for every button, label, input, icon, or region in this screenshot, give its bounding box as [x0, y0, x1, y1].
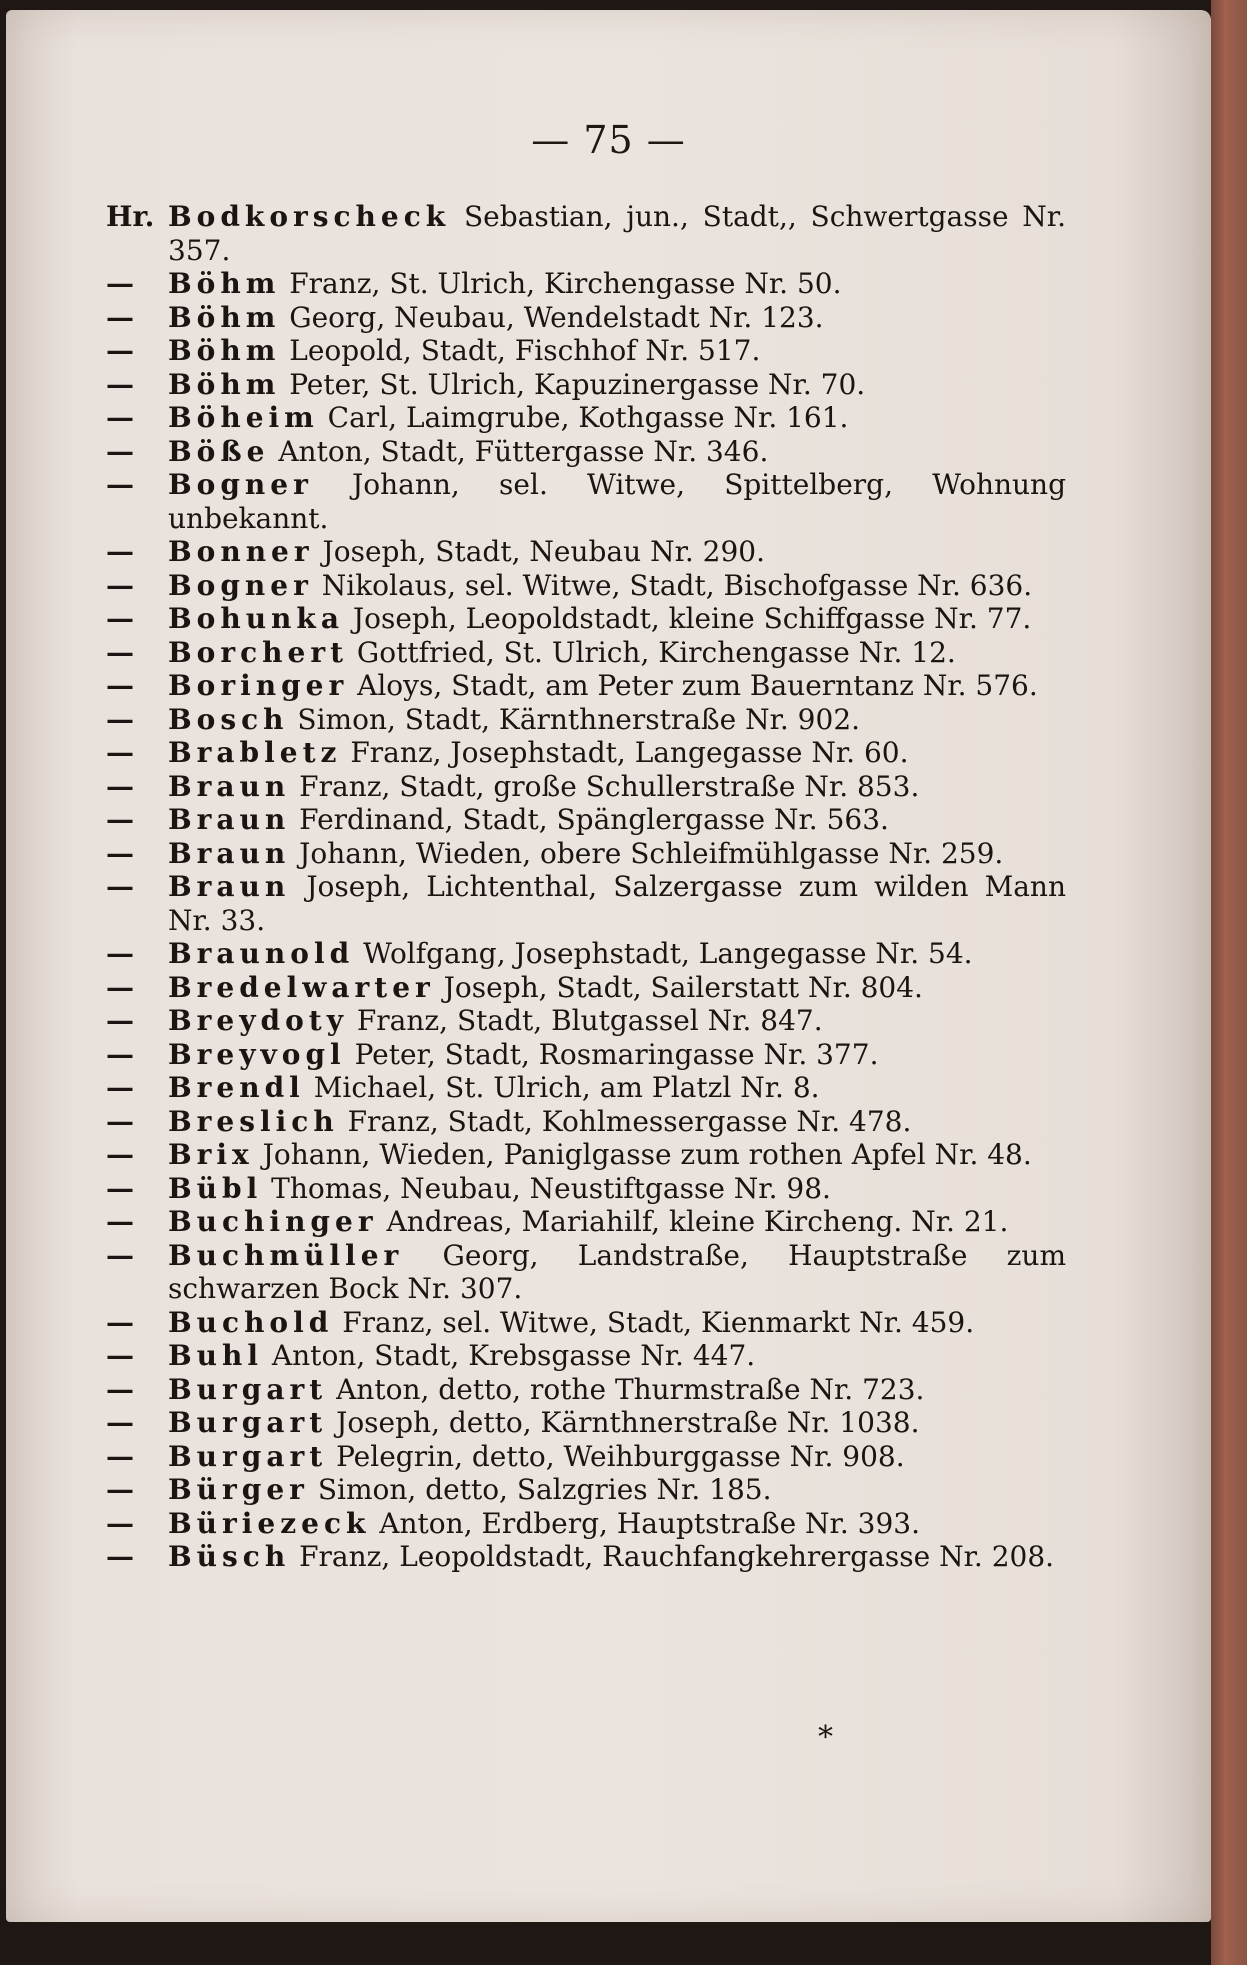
- directory-entry: [106, 736, 1066, 770]
- entry-details: Franz, Josephstadt, Langegasse Nr. 60.: [341, 736, 909, 769]
- directory-entry: [106, 301, 1066, 335]
- directory-entry: [106, 1373, 1066, 1407]
- entry-text: [168, 669, 1066, 703]
- directory-entry: [106, 1540, 1066, 1574]
- entry-surname: Braunold: [168, 937, 355, 970]
- entry-text: [168, 703, 1066, 737]
- entry-text: [168, 468, 1066, 535]
- directory-entry: [106, 1406, 1066, 1440]
- entry-surname: Böheim: [168, 401, 319, 434]
- entry-text: [168, 770, 1066, 804]
- entry-prefix: —: [106, 1171, 134, 1205]
- directory-entry: [106, 569, 1066, 603]
- entry-details: Joseph, Lichtenthal, Salzergasse zum wilden Mann Nr. 33.: [168, 870, 1066, 937]
- entry-details: Franz, Leopoldstadt, Rauchfangkehrergasse Nr. 208.: [290, 1540, 1055, 1573]
- entry-details: Andreas, Mariahilf, kleine Kircheng. Nr. 21.: [377, 1205, 1009, 1238]
- entry-text: [168, 301, 1066, 335]
- entry-surname: Buchmüller: [168, 1238, 404, 1272]
- entry-surname: Buhl: [168, 1339, 264, 1372]
- entry-details: Georg, Neubau, Wendelstadt Nr. 123.: [280, 300, 824, 334]
- book-spine-edge: [1211, 0, 1247, 1965]
- entry-surname: Bogner: [168, 568, 313, 602]
- directory-entry: [106, 1004, 1066, 1038]
- entry-surname: Braun: [168, 769, 291, 803]
- entry-surname: Bürger: [168, 1473, 309, 1506]
- entry-details: Sebastian, jun., Stadt,, Schwertgasse Nr. 357.: [168, 200, 1066, 267]
- entry-prefix: —: [106, 401, 134, 434]
- entry-prefix: —: [106, 1339, 134, 1372]
- entry-surname: Bosch: [168, 702, 289, 736]
- entry-surname: Braun: [168, 836, 291, 870]
- footer-mark: *: [818, 1720, 833, 1755]
- entry-text: [168, 736, 1066, 770]
- entry-text: [168, 1038, 1066, 1072]
- entry-prefix: —: [106, 602, 134, 635]
- entry-prefix: —: [106, 1071, 134, 1104]
- entry-details: Gottfried, St. Ulrich, Kirchengasse Nr. 12.: [348, 635, 956, 669]
- entry-details: Ferdinand, Stadt, Spänglergasse Nr. 563.: [290, 803, 889, 836]
- entry-surname: Böhm: [168, 267, 281, 300]
- entry-prefix: —: [106, 1104, 134, 1138]
- entry-prefix: —: [106, 836, 134, 870]
- directory-entry: [106, 1172, 1066, 1206]
- entry-prefix: —: [106, 803, 134, 836]
- directory-entry: [106, 1239, 1066, 1306]
- directory-entry: [106, 636, 1066, 670]
- entry-text: [168, 1004, 1066, 1038]
- entry-details: Anton, Stadt, Krebsgasse Nr. 447.: [263, 1339, 756, 1372]
- entry-prefix: —: [106, 702, 134, 736]
- entry-text: [168, 636, 1066, 670]
- directory-list: [106, 200, 1066, 1574]
- entry-surname: Bodkorscheck: [168, 200, 451, 233]
- entry-details: Anton, Erdberg, Hauptstraße Nr. 393.: [370, 1506, 920, 1540]
- directory-entry: [106, 1440, 1066, 1474]
- entry-prefix: —: [106, 334, 134, 367]
- entry-surname: Bogner: [168, 468, 313, 501]
- directory-entry: [106, 937, 1066, 971]
- entry-details: Franz, Stadt, große Schullerstraße Nr. 853.: [290, 769, 920, 803]
- entry-surname: Böhm: [168, 367, 281, 401]
- entry-prefix: —: [106, 434, 134, 468]
- entry-prefix: —: [106, 367, 134, 401]
- entry-prefix: —: [106, 1506, 134, 1540]
- entry-text: [168, 602, 1066, 636]
- entry-prefix: —: [106, 1305, 134, 1339]
- entry-surname: Böhm: [168, 334, 281, 367]
- entry-surname: Burgart: [168, 1406, 328, 1439]
- entry-text: [168, 435, 1066, 469]
- directory-entry: [106, 200, 1066, 267]
- entry-text: [168, 1507, 1066, 1541]
- entry-details: Simon, detto, Salzgries Nr. 185.: [308, 1473, 772, 1506]
- entry-text: [168, 1306, 1066, 1340]
- entry-details: Joseph, Leopoldstadt, kleine Schiffgasse Nr. 77.: [343, 602, 1032, 635]
- entry-surname: Breslich: [168, 1104, 339, 1138]
- entry-surname: Böße: [168, 434, 270, 468]
- entry-text: [168, 1373, 1066, 1407]
- entry-surname: Böhm: [168, 300, 281, 334]
- entry-surname: Borchert: [168, 635, 348, 669]
- entry-text: [168, 837, 1066, 871]
- directory-entry: [106, 334, 1066, 368]
- entry-details: Leopold, Stadt, Fischhof Nr. 517.: [280, 334, 761, 367]
- directory-entry: [106, 535, 1066, 569]
- entry-prefix: —: [106, 1439, 134, 1473]
- entry-details: Wolfgang, Josephstadt, Langegasse Nr. 54.: [354, 937, 973, 970]
- directory-entry: [106, 803, 1066, 837]
- entry-details: Joseph, detto, Kärnthnerstraße Nr. 1038.: [327, 1406, 920, 1439]
- entry-details: Thomas, Neubau, Neustiftgasse Nr. 98.: [262, 1171, 831, 1205]
- entry-text: [168, 937, 1066, 971]
- entry-surname: Brendl: [168, 1071, 305, 1104]
- entry-prefix: —: [106, 1372, 134, 1406]
- entry-text: [168, 267, 1066, 301]
- directory-entry: [106, 770, 1066, 804]
- entry-text: [168, 569, 1066, 603]
- book-page: [6, 10, 1211, 1922]
- entry-surname: Bredelwarter: [168, 970, 435, 1004]
- entry-details: Pelegrin, detto, Weihburggasse Nr. 908.: [327, 1439, 905, 1473]
- entry-text: [168, 1473, 1066, 1507]
- entry-prefix: —: [106, 300, 134, 334]
- entry-details: Peter, Stadt, Rosmaringasse Nr. 377.: [345, 1037, 879, 1071]
- entry-surname: Braun: [168, 870, 291, 903]
- entry-text: [168, 1138, 1066, 1172]
- entry-prefix: —: [106, 1238, 134, 1272]
- entry-details: Michael, St. Ulrich, am Platzl Nr. 8.: [304, 1071, 820, 1104]
- entry-details: Simon, Stadt, Kärnthnerstraße Nr. 902.: [288, 702, 861, 736]
- entry-prefix: Hr.: [106, 200, 155, 233]
- entry-text: [168, 803, 1066, 837]
- entry-prefix: —: [106, 1473, 134, 1506]
- entry-prefix: —: [106, 1138, 134, 1171]
- directory-entry: [106, 368, 1066, 402]
- entry-surname: Buchold: [168, 1305, 334, 1339]
- entry-details: Carl, Laimgrube, Kothgasse Nr. 161.: [318, 401, 849, 434]
- entry-details: Johann, Wieden, Paniglgasse zum rothen Apfel Nr. 48.: [253, 1138, 1032, 1171]
- entry-details: Anton, detto, rothe Thurmstraße Nr. 723.: [327, 1372, 925, 1406]
- entry-surname: Brabletz: [168, 736, 342, 769]
- entry-text: [168, 368, 1066, 402]
- entry-details: Aloys, Stadt, am Peter zum Bauerntanz Nr. 576.: [348, 669, 1038, 702]
- entry-details: Georg, Landstraße, Hauptstraße zum schwarzen Bock Nr. 307.: [168, 1238, 1066, 1305]
- entry-prefix: —: [106, 1406, 134, 1439]
- directory-entry: [106, 1205, 1066, 1239]
- entry-surname: Breyvogl: [168, 1037, 346, 1071]
- entry-prefix: —: [106, 568, 134, 602]
- entry-text: [168, 1172, 1066, 1206]
- entry-prefix: —: [106, 1037, 134, 1071]
- entry-prefix: —: [106, 970, 134, 1004]
- entry-text: [168, 1239, 1066, 1306]
- directory-entry: [106, 1038, 1066, 1072]
- entry-surname: Bübl: [168, 1171, 263, 1205]
- directory-entry: [106, 267, 1066, 301]
- directory-entry: [106, 1339, 1066, 1373]
- directory-entry: [106, 468, 1066, 535]
- entry-prefix: —: [106, 1004, 134, 1037]
- entry-surname: Bonner: [168, 535, 314, 568]
- directory-entry: [106, 971, 1066, 1005]
- entry-prefix: —: [106, 1205, 134, 1238]
- entry-prefix: —: [106, 736, 134, 769]
- directory-entry: [106, 602, 1066, 636]
- entry-text: [168, 1440, 1066, 1474]
- entry-text: [168, 1071, 1066, 1105]
- entry-surname: Breydoty: [168, 1004, 348, 1037]
- directory-entry: [106, 435, 1066, 469]
- entry-text: [168, 1105, 1066, 1139]
- entry-surname: Büsch: [168, 1540, 291, 1573]
- entry-text: [168, 1339, 1066, 1373]
- entry-details: Peter, St. Ulrich, Kapuzinergasse Nr. 70.: [280, 367, 866, 401]
- entry-surname: Braun: [168, 803, 291, 836]
- entry-details: Franz, sel. Witwe, Stadt, Kienmarkt Nr. 459.: [333, 1305, 975, 1339]
- directory-entry: [106, 837, 1066, 871]
- entry-text: [168, 401, 1066, 435]
- entry-details: Joseph, Stadt, Neubau Nr. 290.: [313, 535, 766, 568]
- directory-entry: [106, 1306, 1066, 1340]
- entry-surname: Burgart: [168, 1372, 328, 1406]
- entry-details: Franz, Stadt, Blutgassel Nr. 847.: [347, 1004, 823, 1037]
- directory-entry: [106, 401, 1066, 435]
- entry-details: Johann, sel. Witwe, Spittelberg, Wohnung unbekannt.: [168, 468, 1066, 535]
- entry-surname: Brix: [168, 1138, 254, 1171]
- entry-details: Anton, Stadt, Füttergasse Nr. 346.: [269, 434, 769, 468]
- entry-surname: Burgart: [168, 1439, 328, 1473]
- entry-text: [168, 971, 1066, 1005]
- entry-prefix: —: [106, 769, 134, 803]
- directory-entry: [106, 870, 1066, 937]
- entry-surname: Boringer: [168, 669, 349, 702]
- entry-text: [168, 1205, 1066, 1239]
- entry-prefix: —: [106, 937, 134, 970]
- entry-details: Franz, St. Ulrich, Kirchengasse Nr. 50.: [280, 267, 842, 300]
- entry-details: Joseph, Stadt, Sailerstatt Nr. 804.: [434, 970, 923, 1004]
- entry-prefix: —: [106, 1540, 134, 1573]
- entry-text: [168, 200, 1066, 267]
- entry-prefix: —: [106, 267, 134, 300]
- entry-details: Johann, Wieden, obere Schleifmühlgasse Nr. 259.: [290, 836, 1004, 870]
- directory-entry: [106, 1071, 1066, 1105]
- directory-entry: [106, 1105, 1066, 1139]
- entry-details: Nikolaus, sel. Witwe, Stadt, Bischofgasse Nr. 636.: [312, 568, 1033, 602]
- directory-entry: [106, 1507, 1066, 1541]
- entry-surname: Bohunka: [168, 602, 344, 635]
- entry-prefix: —: [106, 669, 134, 702]
- directory-entry: [106, 669, 1066, 703]
- entry-text: [168, 1406, 1066, 1440]
- page-number: — 75 —: [531, 118, 686, 162]
- entry-prefix: —: [106, 870, 134, 903]
- entry-surname: Büriezeck: [168, 1506, 371, 1540]
- directory-entry: [106, 703, 1066, 737]
- entry-prefix: —: [106, 468, 134, 501]
- entry-text: [168, 535, 1066, 569]
- directory-entry: [106, 1473, 1066, 1507]
- entry-surname: Buchinger: [168, 1205, 378, 1238]
- entry-prefix: —: [106, 535, 134, 568]
- entry-text: [168, 870, 1066, 937]
- entry-details: Franz, Stadt, Kohlmessergasse Nr. 478.: [338, 1104, 912, 1138]
- directory-entry: [106, 1138, 1066, 1172]
- entry-text: [168, 334, 1066, 368]
- entry-prefix: —: [106, 635, 134, 669]
- entry-text: [168, 1540, 1066, 1574]
